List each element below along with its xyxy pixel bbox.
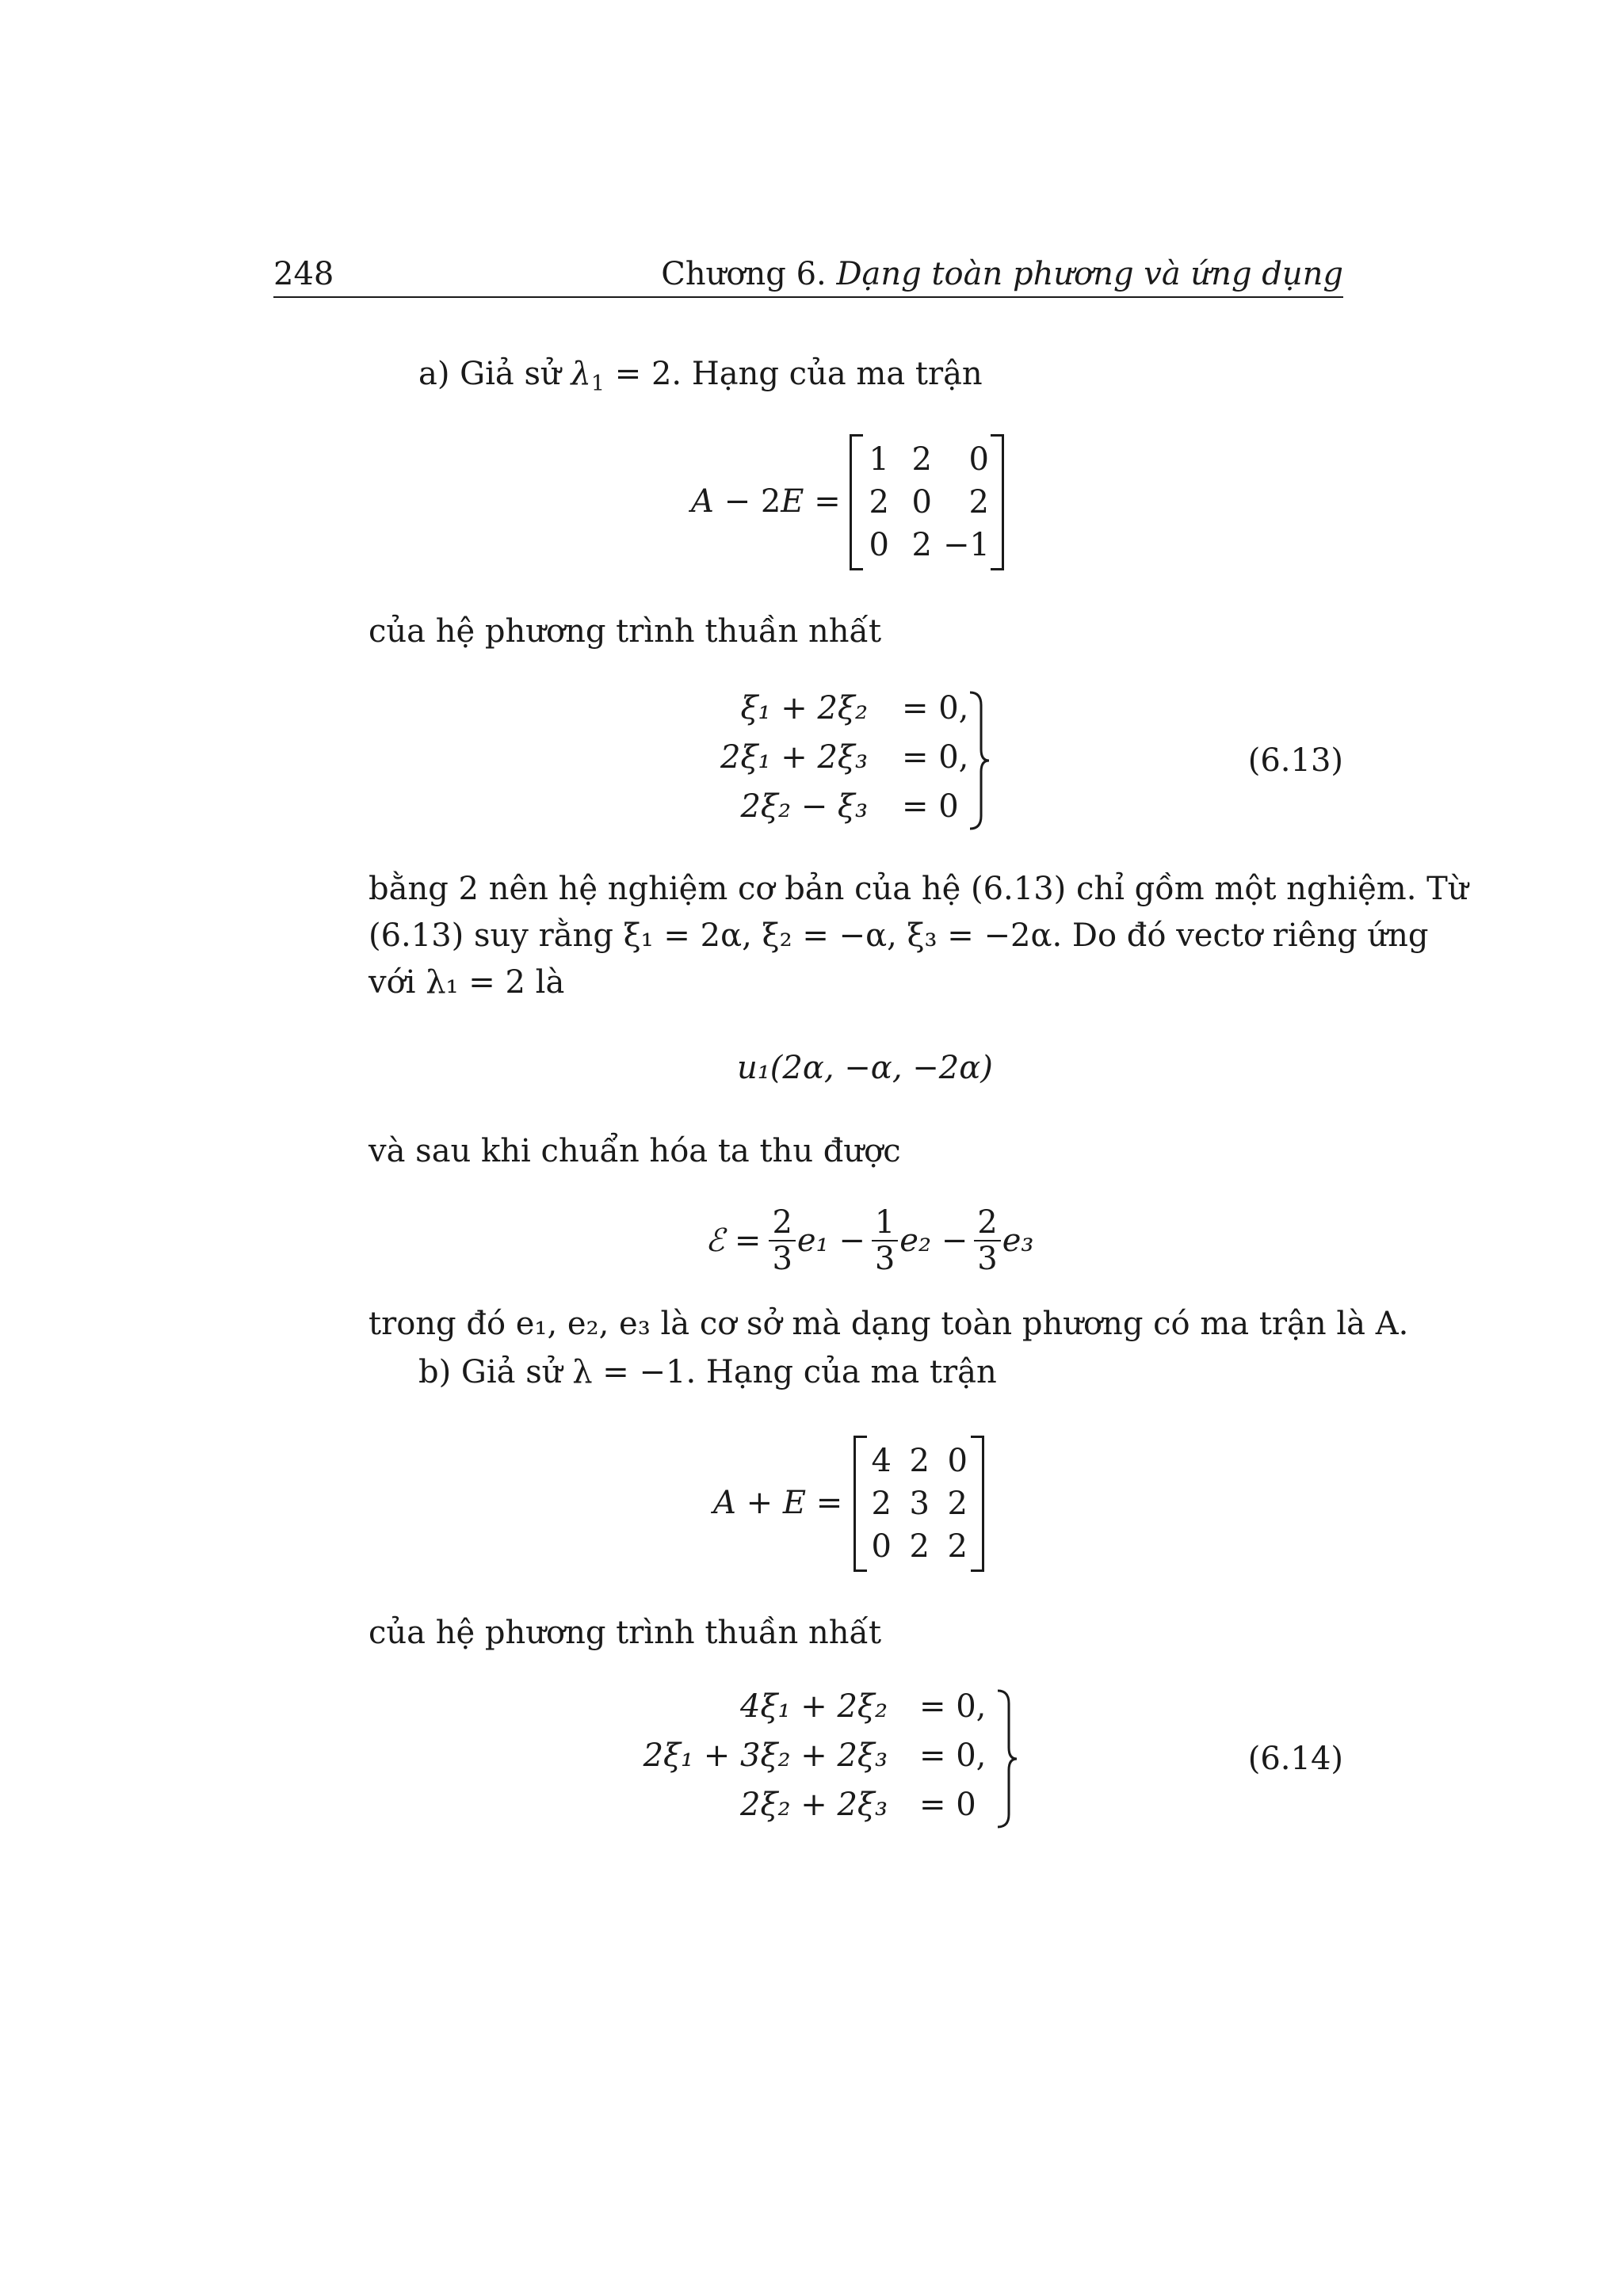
- fraction-num: 1: [872, 1205, 898, 1241]
- part-a-intro: [418, 355, 983, 403]
- system-b-intro: của hệ phương trình thuần nhất: [369, 1615, 882, 1651]
- matrix-b-cell: 2: [947, 1528, 968, 1565]
- system-b-rhs: = 0,: [919, 1688, 987, 1725]
- system-b-lhs: 4ξ₁ + 2ξ₂: [740, 1688, 888, 1725]
- lambda-symbol: λ: [571, 356, 591, 392]
- system-a-lhs: 2ξ₂ − ξ₃: [740, 788, 868, 825]
- matrix-a-cell: 0: [911, 484, 932, 521]
- eigenvector: u₁(2α, −α, −2α): [737, 1050, 993, 1086]
- matrix-b-right-bracket: [971, 1436, 984, 1572]
- matrix-a-cell: 2: [968, 484, 989, 521]
- system-b-rhs: = 0,: [919, 1737, 987, 1774]
- matrix-a-cell: 2: [869, 484, 889, 521]
- fraction: [769, 1205, 795, 1276]
- equation-number-614: (6.14): [1247, 1741, 1343, 1777]
- system-b-rhs: = 0: [919, 1787, 976, 1823]
- lambda-subscript: 1: [590, 372, 605, 396]
- system-b-lhs: 2ξ₁ + 3ξ₂ + 2ξ₃: [643, 1737, 888, 1774]
- label-minus: − 2: [713, 483, 781, 520]
- right-brace-icon: [967, 689, 991, 832]
- term: e₂ −: [899, 1222, 968, 1259]
- matrix-b: [854, 1436, 984, 1572]
- normalize-intro: và sau khi chuẩn hóa ta thu được: [369, 1133, 901, 1169]
- matrix-b-cell: 4: [871, 1443, 892, 1479]
- term: e₁ −: [796, 1222, 865, 1259]
- label-a: A: [691, 483, 714, 520]
- fraction-num: 2: [769, 1205, 795, 1241]
- fraction-den: 3: [977, 1241, 998, 1277]
- matrix-a-right-bracket: [991, 434, 1004, 570]
- intro-prefix: a) Giả sử: [418, 356, 571, 392]
- system-a-rhs: = 0,: [902, 690, 969, 727]
- fraction-den: 3: [874, 1241, 896, 1277]
- system-a-lhs: ξ₁ + 2ξ₂: [740, 690, 868, 727]
- paragraph-line: bằng 2 nên hệ nghiệm cơ bản của hệ (6.13) chỉ gồm một nghiệm. Từ: [369, 871, 1468, 907]
- matrix-b-cell: 2: [871, 1486, 892, 1522]
- matrix-b-cell: 3: [909, 1486, 930, 1522]
- basis-line: trong đó e₁, e₂, e₃ là cơ sở mà dạng toàn phương có ma trận là A.: [369, 1306, 1409, 1342]
- system-b-lhs: 2ξ₂ + 2ξ₃: [740, 1787, 888, 1823]
- matrix-a-cell: 0: [968, 441, 989, 478]
- paragraph-line: (6.13) suy rằng ξ₁ = 2α, ξ₂ = −α, ξ₃ = −2α. Do đó vectơ riêng ứng: [369, 917, 1429, 954]
- matrix-a-cell: 0: [869, 527, 889, 563]
- matrix-b-cell: 2: [909, 1443, 930, 1479]
- matrix-b-cell: 0: [947, 1443, 968, 1479]
- system-a-rhs: = 0: [902, 788, 959, 825]
- system-a-intro: của hệ phương trình thuần nhất: [369, 613, 882, 650]
- matrix-a-left-bracket: [850, 434, 863, 570]
- equation-number-613: (6.13): [1247, 742, 1343, 779]
- matrix-a-cell: 2: [911, 441, 932, 478]
- chapter-title: Dạng toàn phương và ứng dụng: [836, 256, 1343, 292]
- matrix-b-label: A + E =: [713, 1485, 843, 1521]
- fraction-num: 2: [974, 1205, 1000, 1241]
- page-number: 248: [273, 256, 334, 292]
- label-e: E: [781, 483, 804, 520]
- chapter-prefix: Chương 6.: [661, 256, 827, 292]
- term: e₃: [1002, 1222, 1034, 1259]
- matrix-a-cell: 2: [911, 527, 932, 563]
- matrix-b-left-bracket: [854, 1436, 867, 1572]
- system-a-rhs: = 0,: [902, 739, 969, 776]
- fraction-den: 3: [772, 1241, 792, 1277]
- matrix-a-label: [691, 482, 841, 521]
- right-brace-icon: [995, 1688, 1018, 1830]
- paragraph-line: với λ₁ = 2 là: [369, 964, 565, 1001]
- matrix-a: [850, 434, 1004, 570]
- normalized-lhs: ℰ =: [705, 1222, 762, 1259]
- matrix-a-cell: −1: [943, 527, 990, 563]
- part-b-intro: b) Giả sử λ = −1. Hạng của ma trận: [418, 1354, 997, 1390]
- matrix-b-cell: 2: [909, 1528, 930, 1565]
- header-rule: [273, 296, 1343, 298]
- matrix-a-cell: 1: [869, 441, 889, 478]
- fraction: [974, 1205, 1000, 1276]
- matrix-b-cell: 0: [871, 1528, 892, 1565]
- label-eq: =: [804, 483, 841, 520]
- normalized-vector: [705, 1201, 1033, 1280]
- matrix-b-cell: 2: [947, 1486, 968, 1522]
- running-header: [661, 255, 1343, 293]
- system-a-lhs: 2ξ₁ + 2ξ₃: [720, 739, 868, 776]
- system-a: [697, 689, 983, 832]
- system-b: [643, 1688, 1014, 1830]
- fraction: [872, 1205, 898, 1276]
- intro-equation: = 2. Hạng của ma trận: [605, 356, 983, 392]
